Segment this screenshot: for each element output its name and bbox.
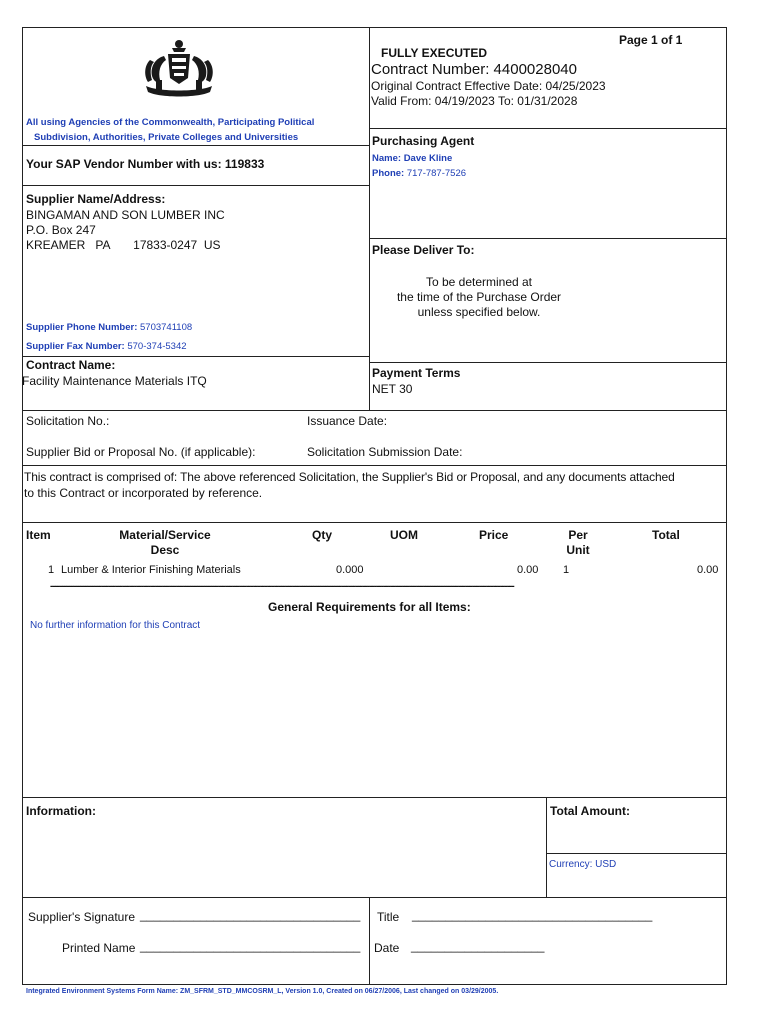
comprised-line2: to this Contract or incorporated by reference.: [24, 486, 263, 500]
row-qty: 0.000: [336, 564, 364, 576]
agent-phone-value: 717-787-7526: [406, 168, 467, 179]
divider: [369, 897, 370, 985]
solicitation-no: Solicitation No.:: [26, 414, 110, 428]
col-item: Item: [26, 528, 51, 542]
divider: [22, 522, 727, 523]
signature-label: Supplier's Signature: [28, 910, 136, 924]
title-label: Title: [377, 910, 400, 924]
divider: [369, 362, 727, 363]
printed-name-line[interactable]: _________________________________: [140, 939, 361, 953]
agent-phone-label: Phone:: [372, 168, 407, 179]
bid-proposal-no: Supplier Bid or Proposal No. (if applicable):: [26, 445, 256, 459]
total-amount-label: Total Amount:: [550, 804, 630, 818]
supplier-phone: [26, 322, 192, 333]
supplier-po: P.O. Box 247: [26, 223, 96, 237]
purchasing-agent-label: Purchasing Agent: [372, 134, 475, 148]
supplier-name: BINGAMAN AND SON LUMBER INC: [26, 208, 225, 222]
submission-date: Solicitation Submission Date:: [307, 445, 463, 459]
divider: [369, 238, 727, 239]
deliver-line2: the time of the Purchase Order: [396, 290, 562, 304]
divider: [22, 410, 727, 411]
supplier-fax-label: Supplier Fax Number:: [26, 341, 128, 352]
issuance-date: Issuance Date:: [307, 414, 388, 428]
deliver-label: Please Deliver To:: [372, 243, 475, 257]
date-line[interactable]: ____________________: [411, 939, 545, 953]
commonwealth-seal-icon: [138, 36, 220, 102]
agencies-line2: Subdivision, Authorities, Private Colleges and Universities: [34, 132, 299, 143]
contract-number: Contract Number: 4400028040: [371, 61, 577, 78]
signature-line[interactable]: _________________________________: [140, 908, 361, 922]
divider: [22, 185, 369, 186]
col-per-unit: Unit: [566, 543, 590, 557]
currency: Currency: USD: [549, 859, 617, 870]
valid-dates: Valid From: 04/19/2023 To: 01/31/2028: [371, 94, 578, 108]
col-material-desc: Desc: [150, 543, 180, 557]
comprised-line1: This contract is comprised of: The above referenced Solicitation, the Supplier's Bid or Proposal, and any documents attached: [24, 470, 675, 484]
agencies-line1: All using Agencies of the Commonwealth, Participating Political: [26, 117, 315, 128]
row-total: 0.00: [697, 564, 719, 576]
divider: [369, 27, 370, 410]
date-label: Date: [374, 941, 400, 955]
supplier-fax: [26, 341, 187, 352]
row-price: 0.00: [517, 564, 539, 576]
supplier-label: Supplier Name/Address:: [26, 192, 166, 206]
form-footer: Integrated Environment Systems Form Name: ZM_SFRM_STD_MMCOSRM_L, Version 1.0, Created on 06/27/2006, Last changed on 03/29/2005.: [26, 988, 499, 995]
supplier-city: KREAMER PA 17833-0247 US: [26, 238, 221, 252]
page-indicator: Page 1 of 1: [619, 33, 683, 47]
no-further-info: No further information for this Contract: [30, 620, 201, 631]
divider: [22, 465, 727, 466]
effective-date: Original Contract Effective Date: 04/25/2023: [371, 79, 606, 93]
row-item: 1: [48, 564, 55, 576]
vendor-number: Your SAP Vendor Number with us: 119833: [26, 157, 265, 171]
deliver-line3: unless specified below.: [417, 305, 541, 319]
row-desc: Lumber & Interior Finishing Materials: [61, 564, 241, 576]
col-per: Per: [568, 528, 588, 542]
supplier-fax-value: 570-374-5342: [127, 341, 187, 352]
payment-terms-label: Payment Terms: [372, 366, 461, 380]
deliver-line1: To be determined at: [425, 275, 533, 289]
divider: [546, 797, 547, 897]
col-uom: UOM: [390, 528, 418, 542]
status-label: FULLY EXECUTED: [381, 46, 488, 60]
payment-terms-value: NET 30: [372, 382, 413, 396]
col-qty: Qty: [312, 528, 333, 542]
supplier-phone-value: 5703741108: [140, 322, 193, 333]
divider: [546, 853, 727, 854]
contract-name-label: Contract Name:: [26, 358, 116, 372]
general-requirements: General Requirements for all Items:: [268, 600, 471, 614]
printed-name-label: Printed Name: [62, 941, 136, 955]
divider: [22, 797, 727, 798]
divider: [22, 356, 369, 357]
col-price: Price: [479, 528, 509, 542]
agent-phone: [372, 168, 466, 179]
title-line[interactable]: ____________________________________: [412, 908, 653, 922]
divider: [22, 897, 727, 898]
dash-separator: -------------------------------------------------------------------------------------------------------------------------------------------------------------------------------------------------------: [50, 581, 514, 592]
supplier-phone-label: Supplier Phone Number:: [26, 322, 141, 333]
agent-name-value: Dave Kline: [403, 153, 453, 164]
contract-name-value: Facility Maintenance Materials ITQ: [22, 374, 207, 388]
col-total: Total: [652, 528, 680, 542]
information-label: Information:: [26, 804, 96, 818]
row-per: 1: [563, 564, 570, 576]
col-material: Material/Service: [119, 528, 211, 542]
agent-name: [372, 153, 452, 164]
agent-name-label: Name:: [372, 153, 404, 164]
divider: [22, 145, 369, 146]
divider: [369, 128, 727, 129]
